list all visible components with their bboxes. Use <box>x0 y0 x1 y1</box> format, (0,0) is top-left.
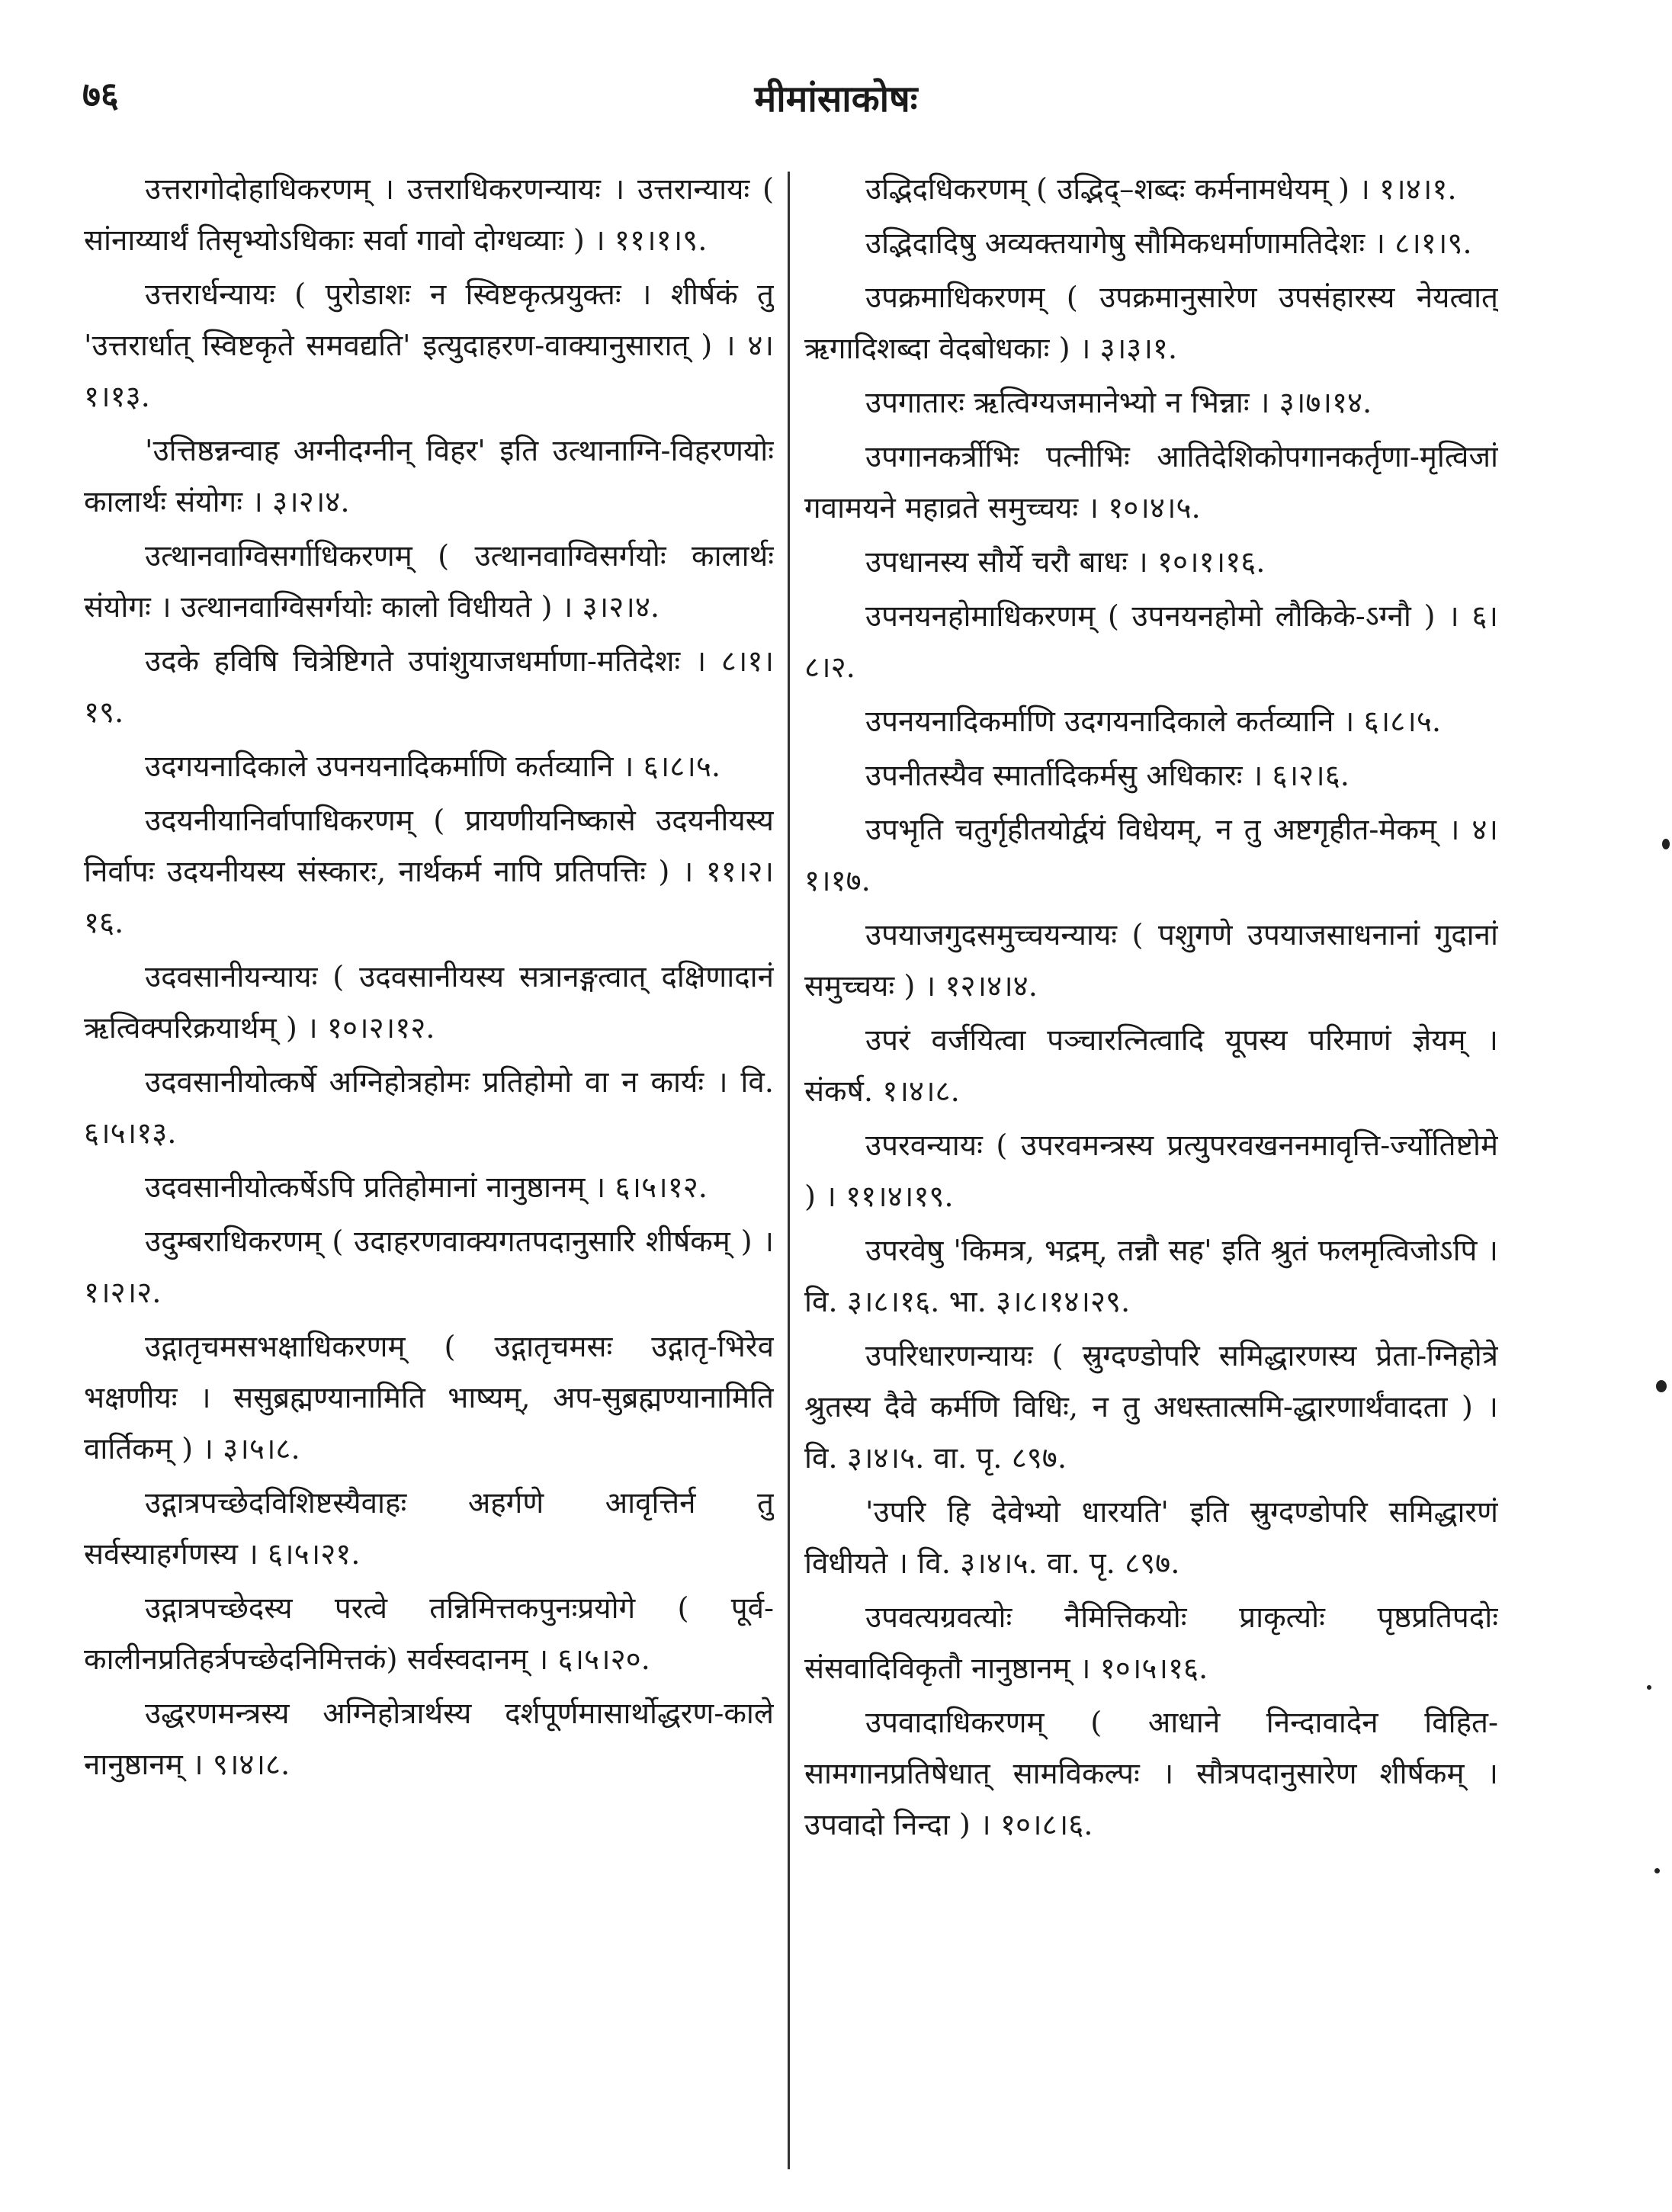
entry-left-5: उदके हविषि चित्रेष्टिगते उपांशुयाजधर्माणा-मतिदेशः । ८।१।१९. <box>84 644 774 730</box>
column-divider <box>788 172 790 2169</box>
entry-left-12: उद्गातृचमसभक्षाधिकरणम् ( उद्गातृचमसः उद्गातृ-भिरेव भक्षणीयः । ससुब्रह्मण्यानामिति भाष्यम्, अप-सुब्रह्मण्यानामिति वार्तिकम् ) । ३।५।८. <box>84 1330 774 1466</box>
entry-left-14: उद्गात्रपच्छेदस्य परत्वे तन्निमित्तकपुनःप्रयोगे ( पूर्व-कालीनप्रतिहर्त्रपच्छेदनिमित्तकं) सर्वस्वदानम् । ६।५।२०. <box>84 1591 774 1677</box>
entry-left-1: उत्तरागोदोहाधिकरणम् । उत्तराधिकरणन्यायः । उत्तरान्यायः ( सांनाय्यार्थं तिसृभ्योऽधिकाः सर्वा गावो दोग्धव्याः ) । ११।१।९. <box>84 172 774 258</box>
right-column <box>804 164 1498 2177</box>
entry-left-4: उत्थानवाग्विसर्गाधिकरणम् ( उत्थानवाग्विसर्गयोः कालार्थः संयोगः । उत्थानवाग्विसर्गयोः कालो विधीयते ) । ३।२।४. <box>84 539 774 624</box>
entry-right-13: उपरवन्यायः ( उपरवमन्त्रस्य प्रत्युपरवखननमावृत्ति-र्ज्योतिष्टोमे ) । ११।४।१९. <box>804 1128 1498 1214</box>
page-number: ७६ <box>82 74 119 115</box>
left-column <box>84 164 774 2177</box>
entry-right-16: 'उपरि हि देवेभ्यो धारयति' इति स्रुग्दण्डोपरि समिद्धारणं विधीयते । वि. ३।४।५. वा. पृ. ८९७. <box>804 1495 1498 1581</box>
entry-right-2: उद्भिदादिषु अव्यक्तयागेषु सौमिकधर्माणामतिदेशः । ८।१।९. <box>865 226 1472 261</box>
entry-left-6: उदगयनादिकाले उपनयनादिकर्माणि कर्तव्यानि । ६।८।५. <box>145 750 721 784</box>
entry-right-1: उद्भिदधिकरणम् ( उद्भिद्–शब्दः कर्मनामधेयम् ) । १।४।१. <box>865 172 1457 207</box>
entry-right-4: उपगातारः ऋत्विग्यजमानेभ्यो न भिन्नाः । ३।७।१४. <box>865 386 1372 420</box>
entry-right-15: उपरिधारणन्यायः ( स्रुग्दण्डोपरि समिद्धारणस्य प्रेता-ग्निहोत्रे श्रुतस्य दैवे कर्मणि विधिः, न तु अधस्तात्समि-द्धारणार्थंवादता ) । वि. ३।४।५. वा. पृ. ८९७. <box>804 1339 1498 1475</box>
entry-right-14: उपरवेषु 'किमत्र, भद्रम्, तन्नौ सह' इति श्रुतं फलमृत्विजोऽपि । वि. ३।८।१६. भा. ३।८।१४।२९. <box>804 1234 1498 1319</box>
entry-left-2: उत्तरार्धन्यायः ( पुरोडाशः न स्विष्टकृत्प्रयुक्तः । शीर्षकं तु 'उत्तरार्धात् स्विष्टकृते समवद्यति' इत्युदाहरण-वाक्यानुसारात् ) । ४।१।१३. <box>84 278 774 414</box>
entry-right-7: उपनयनहोमाधिकरणम् ( उपनयनहोमो लौकिके-ऽग्नौ ) । ६।८।२. <box>804 599 1498 685</box>
scan-speck <box>1654 1868 1660 1873</box>
entry-right-5: उपगानकर्त्रीभिः पत्नीभिः आतिदेशिकोपगानकर्तृणा-मृत्विजां गवामयने महाव्रते समुच्चयः । १०।४।५. <box>804 440 1498 525</box>
entry-left-10: उदवसानीयोत्कर्षेऽपि प्रतिहोमानां नानुष्ठानम् । ६।५।१२. <box>145 1170 708 1205</box>
scan-speck <box>1662 839 1670 849</box>
entry-right-17: उपवत्यग्रवत्योः नैमित्तिकयोः प्राकृत्योः पृष्ठप्रतिपदोः संसवादिविकृतौ नानुष्ठानम् । १०।५।१६. <box>804 1600 1498 1686</box>
page-title: मीमांसाकोषः <box>754 78 918 120</box>
entry-right-18: उपवादाधिकरणम् ( आधाने निन्दावादेन विहित-सामगानप्रतिषेधात् सामविकल्पः । सौत्रपदानुसारेण शीर्षकम् । उपवादो निन्दा ) । १०।८।६. <box>804 1706 1498 1842</box>
entry-left-13: उद्गात्रपच्छेदविशिष्टस्यैवाहः अहर्गणे आवृत्तिर्न तु सर्वस्याहर्गणस्य । ६।५।२१. <box>84 1486 774 1572</box>
entry-left-7: उदयनीयानिर्वापाधिकरणम् ( प्रायणीयनिष्कासे उदयनीयस्य निर्वापः उदयनीयस्य संस्कारः, नार्थकर्म नापि प्रतिपत्तिः ) । ११।२।१६. <box>84 804 774 940</box>
scan-speck <box>1656 1380 1667 1392</box>
entry-right-8: उपनयनादिकर्माणि उदगयनादिकाले कर्तव्यानि । ६।८।५. <box>865 705 1442 739</box>
entry-left-3: 'उत्तिष्ठन्नन्वाह अग्नीदग्नीन् विहर' इति उत्थानाग्नि-विहरणयोः कालार्थः संयोगः । ३।२।४. <box>84 434 774 519</box>
entry-left-8: उदवसानीयन्यायः ( उदवसानीयस्य सत्रानङ्गत्वात् दक्षिणादानं ऋत्विक्परिक्रयार्थम् ) । १०।२।१२. <box>84 960 774 1045</box>
entry-left-15: उद्धरणमन्त्रस्य अग्निहोत्रार्थस्य दर्शपूर्णमासार्थोद्धरण-काले नानुष्ठानम् । ९।४।८. <box>84 1697 774 1782</box>
entry-right-11: उपयाजगुदसमुच्चयन्यायः ( पशुगणे उपयाजसाधनानां गुदानां समुच्चयः ) । १२।४।४. <box>804 918 1498 1003</box>
scan-speck <box>1647 1685 1651 1690</box>
entry-right-9: उपनीतस्यैव स्मार्तादिकर्मसु अधिकारः । ६।२।६. <box>865 759 1350 793</box>
entry-right-12: उपरं वर्जयित्वा पञ्चारत्नित्वादि यूपस्य परिमाणं ज्ञेयम् । संकर्ष. १।४।८. <box>804 1023 1498 1109</box>
entry-right-6: उपधानस्य सौर्ये चरौ बाधः । १०।१।१६. <box>865 545 1266 579</box>
entry-right-3: उपक्रमाधिकरणम् ( उपक्रमानुसारेण उपसंहारस्य नेयत्वात् ऋगादिशब्दा वेदबोधकाः ) । ३।३।१. <box>804 281 1498 366</box>
entry-left-11: उदुम्बराधिकरणम् ( उदाहरणवाक्यगतपदानुसारि शीर्षकम् ) । १।२।२. <box>84 1225 774 1310</box>
entry-left-9: उदवसानीयोत्कर्षे अग्निहोत्रहोमः प्रतिहोमो वा न कार्यः । वि. ६।५।१३. <box>84 1065 774 1151</box>
entry-right-10: उपभृति चतुर्गृहीतयोर्द्वयं विधेयम्, न तु अष्टगृहीत-मेकम् । ४।१।१७. <box>804 813 1498 898</box>
